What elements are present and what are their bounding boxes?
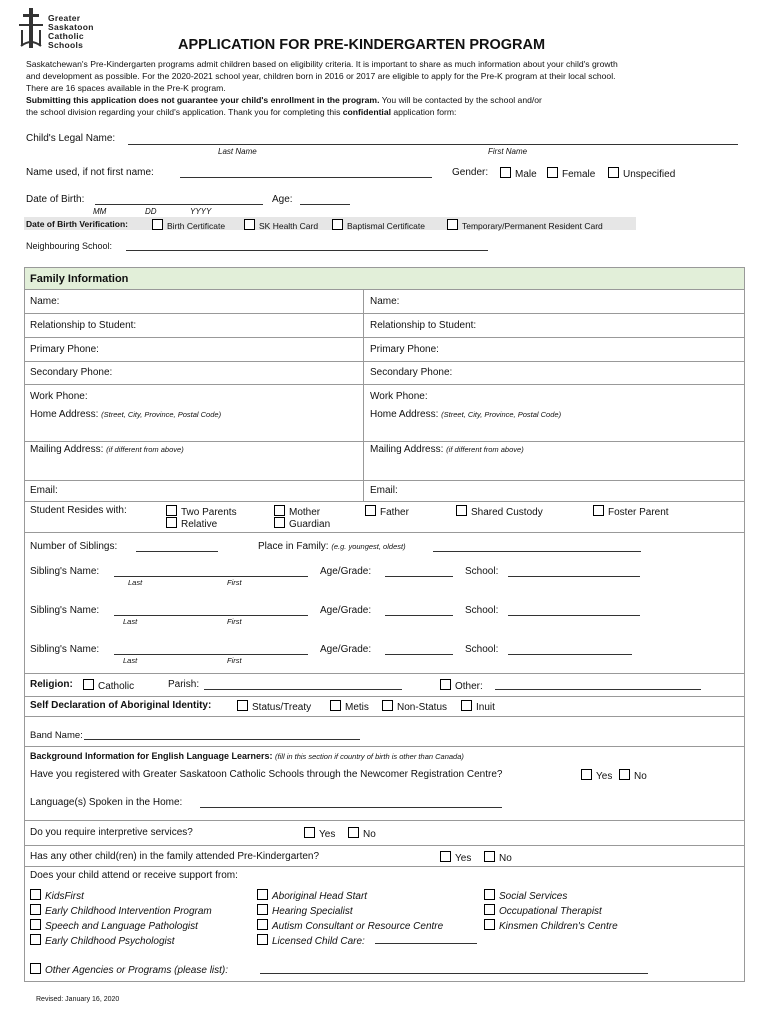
name-used-field[interactable] — [180, 177, 432, 178]
checkbox[interactable] — [447, 219, 458, 230]
checkbox[interactable] — [30, 934, 41, 945]
gender-female[interactable]: Female — [547, 167, 595, 180]
dd-caption: DD — [145, 207, 157, 216]
verify-sk-health-card[interactable]: SK Health Card — [244, 219, 318, 231]
intro-line: Saskatchewan's Pre-Kindergarten programs admit children based on eligibility criteria. It is important to share as much information about your child's growth — [26, 59, 618, 69]
support-social-services[interactable]: Social Services — [484, 889, 567, 902]
resides-father[interactable]: Father — [365, 505, 409, 518]
logo-line: Saskatoon — [48, 22, 94, 32]
yyyy-caption: YYYY — [190, 207, 212, 216]
prek-no[interactable]: No — [484, 851, 512, 864]
logo-line: Schools — [48, 40, 84, 50]
number-of-siblings-field[interactable] — [136, 551, 218, 552]
support-autism[interactable]: Autism Consultant or Resource Centre — [257, 919, 443, 932]
checkbox[interactable] — [547, 167, 558, 178]
logo-emblem-icon — [18, 8, 44, 50]
parent2-relationship[interactable]: Relationship to Student: — [370, 320, 477, 331]
sibling3-school-field[interactable] — [508, 654, 632, 655]
ell-heading: Background Information for English Language Learners: (fill in this section if country of birth is other than Canada) — [30, 751, 464, 761]
sibling1-school-label: School: — [465, 566, 499, 577]
languages-label: Language(s) Spoken in the Home: — [30, 797, 183, 808]
resides-mother[interactable]: Mother — [274, 505, 320, 518]
parent1-email[interactable]: Email: — [30, 485, 58, 496]
prek-question: Has any other child(ren) in the family attended Pre-Kindergarten? — [30, 851, 320, 862]
name-used-label: Name used, if not first name: — [26, 167, 154, 178]
verify-resident-card[interactable]: Temporary/Permanent Resident Card — [447, 219, 603, 231]
resides-guardian[interactable]: Guardian — [274, 517, 330, 530]
checkbox[interactable] — [484, 904, 495, 915]
column-divider — [363, 289, 364, 501]
support-child-care[interactable]: Licensed Child Care: — [257, 934, 365, 947]
checkbox[interactable] — [440, 679, 451, 690]
band-name-field[interactable] — [84, 739, 360, 740]
support-question: Does your child attend or receive support from: — [30, 870, 238, 881]
row-divider — [24, 845, 745, 846]
support-speech-pathologist[interactable]: Speech and Language Pathologist — [30, 919, 198, 932]
parent2-primary-phone[interactable]: Primary Phone: — [370, 344, 439, 355]
checkbox[interactable] — [608, 167, 619, 178]
intro-bold: Submitting this application does not guarantee your child's enrollment in the program. — [26, 95, 380, 105]
last-name-caption: Last Name — [218, 147, 257, 156]
support-other-agencies[interactable]: Other Agencies or Programs (please list): — [30, 963, 228, 976]
sibling3-school-label: School: — [465, 644, 499, 655]
mm-caption: MM — [93, 207, 107, 216]
checkbox[interactable] — [581, 769, 592, 780]
support-psychologist[interactable]: Early Childhood Psychologist — [30, 934, 175, 947]
prek-yes[interactable]: Yes — [440, 851, 471, 864]
parent2-home-address[interactable]: Home Address: (Street, City, Province, Postal Code) — [370, 409, 562, 420]
row-divider — [24, 673, 745, 674]
logo-text — [48, 14, 94, 50]
intro-text: the school division regarding your child's application. Thank you for completing this — [26, 107, 343, 117]
child-legal-name-field[interactable] — [128, 144, 738, 145]
gender-label: Gender: — [452, 167, 489, 178]
row-divider — [24, 361, 745, 362]
checkbox[interactable] — [244, 219, 255, 230]
checkbox[interactable] — [237, 700, 248, 711]
sibling3-age-field[interactable] — [385, 654, 453, 655]
religion-other[interactable]: Other: — [440, 679, 483, 692]
aboriginal-metis[interactable]: Metis — [330, 700, 369, 713]
newcomer-question: Have you registered with Greater Saskatoon Catholic Schools through the Newcomer Registration Centre? — [30, 769, 503, 780]
newcomer-no[interactable]: No — [619, 769, 647, 782]
row-divider — [24, 384, 745, 385]
checkbox[interactable] — [166, 517, 177, 528]
dob-verification-label: Date of Birth Verification: — [26, 219, 129, 229]
row-divider — [24, 820, 745, 821]
intro-text: You will be contacted by the school and/or — [379, 95, 542, 105]
sibling1-age-field[interactable] — [385, 576, 453, 577]
checkbox[interactable] — [274, 517, 285, 528]
parent1-home-address[interactable]: Home Address: (Street, City, Province, Postal Code) — [30, 409, 222, 420]
checkbox[interactable] — [461, 700, 472, 711]
checkbox[interactable] — [257, 889, 268, 900]
sibling3-first-caption: First — [227, 656, 242, 665]
sibling2-first-caption: First — [227, 617, 242, 626]
page-title: APPLICATION FOR PRE-KINDERGARTEN PROGRAM — [178, 37, 546, 53]
row-divider — [24, 313, 745, 314]
intro-text: application form: — [391, 107, 457, 117]
parent1-work-phone[interactable]: Work Phone: — [30, 391, 88, 402]
checkbox[interactable] — [484, 851, 495, 862]
checkbox[interactable] — [166, 505, 177, 516]
neighbouring-school-field[interactable] — [126, 250, 488, 251]
parent1-name[interactable]: Name: — [30, 296, 60, 307]
first-name-caption: First Name — [488, 147, 528, 156]
intro-line: and development as possible. For the 2020-2021 school year, children born in 2016 or 2017 are eligible to apply for the Pre-K program at their local school. — [26, 71, 616, 81]
parish-label: Parish: — [168, 679, 200, 690]
sibling1-first-caption: First — [227, 578, 242, 587]
support-head-start[interactable]: Aboriginal Head Start — [257, 889, 367, 902]
aboriginal-status-treaty[interactable]: Status/Treaty — [237, 700, 311, 713]
aboriginal-inuit[interactable]: Inuit — [461, 700, 495, 713]
checkbox[interactable] — [484, 889, 495, 900]
dob-field[interactable] — [95, 204, 263, 205]
sibling1-last-caption: Last — [128, 578, 143, 587]
parent1-primary-phone[interactable]: Primary Phone: — [30, 344, 99, 355]
logo-line: Greater — [48, 13, 81, 23]
resides-shared-custody[interactable]: Shared Custody — [456, 505, 543, 518]
support-early-intervention[interactable]: Early Childhood Intervention Program — [30, 904, 212, 917]
row-divider — [24, 866, 745, 867]
checkbox[interactable] — [332, 219, 343, 230]
row-divider — [24, 441, 745, 442]
resides-relative[interactable]: Relative — [166, 517, 217, 530]
gender-male[interactable]: Male — [500, 167, 537, 180]
checkbox[interactable] — [456, 505, 467, 516]
row-divider — [24, 501, 745, 502]
religion-other-field[interactable] — [495, 689, 701, 690]
sibling1-age-label: Age/Grade: — [320, 566, 372, 577]
sibling2-last-caption: Last — [123, 617, 138, 626]
row-divider — [24, 337, 745, 338]
aboriginal-label: Self Declaration of Aboriginal Identity: — [30, 700, 212, 711]
band-name-label: Band Name: — [30, 730, 83, 741]
sibling3-age-label: Age/Grade: — [320, 644, 372, 655]
religion-catholic[interactable]: Catholic — [83, 679, 134, 692]
parent2-name[interactable]: Name: — [370, 296, 400, 307]
sibling2-school-label: School: — [465, 605, 499, 616]
sibling2-age-field[interactable] — [385, 615, 453, 616]
sibling2-age-label: Age/Grade: — [320, 605, 372, 616]
intro-line: There are 16 spaces available in the Pre-K program. — [26, 83, 226, 93]
newcomer-yes[interactable]: Yes — [581, 769, 612, 782]
support-kidsfirst[interactable]: KidsFirst — [30, 889, 84, 902]
intro-bold: confidential — [342, 107, 391, 117]
dob-label: Date of Birth: — [26, 194, 85, 205]
checkbox[interactable] — [83, 679, 94, 690]
gender-unspecified[interactable]: Unspecified — [608, 167, 675, 180]
checkbox[interactable] — [274, 505, 285, 516]
religion-label: Religion: — [30, 679, 73, 690]
checkbox[interactable] — [382, 700, 393, 711]
languages-field[interactable] — [200, 807, 502, 808]
checkbox[interactable] — [152, 219, 163, 230]
age-label: Age: — [272, 194, 293, 205]
sibling1-name-field[interactable] — [114, 576, 308, 577]
support-kinsmen[interactable]: Kinsmen Children's Centre — [484, 919, 618, 932]
interpretive-no[interactable]: No — [348, 827, 376, 840]
verify-baptismal-certificate[interactable]: Baptismal Certificate — [332, 219, 425, 231]
parent2-work-phone[interactable]: Work Phone: — [370, 391, 428, 402]
checkbox[interactable] — [348, 827, 359, 838]
resides-label: Student Resides with: — [30, 505, 127, 516]
checkbox[interactable] — [365, 505, 376, 516]
place-in-family-label: Place in Family: (e.g. youngest, oldest) — [258, 541, 406, 552]
family-heading-bar — [25, 268, 744, 290]
checkbox[interactable] — [30, 889, 41, 900]
checkbox[interactable] — [257, 904, 268, 915]
logo — [18, 8, 108, 52]
intro-line — [26, 106, 618, 118]
checkbox[interactable] — [619, 769, 630, 780]
aboriginal-non-status[interactable]: Non-Status — [382, 700, 447, 713]
parent2-email[interactable]: Email: — [370, 485, 398, 496]
checkbox[interactable] — [440, 851, 451, 862]
checkbox[interactable] — [593, 505, 604, 516]
sibling3-name-field[interactable] — [114, 654, 308, 655]
row-divider — [24, 716, 745, 717]
checkbox[interactable] — [330, 700, 341, 711]
parent1-secondary-phone[interactable]: Secondary Phone: — [30, 367, 113, 378]
neighbouring-school-label: Neighbouring School: — [26, 241, 113, 251]
checkbox[interactable] — [30, 963, 41, 974]
row-divider — [24, 696, 745, 697]
age-field[interactable] — [300, 204, 350, 205]
parent2-secondary-phone[interactable]: Secondary Phone: — [370, 367, 453, 378]
sibling2-school-field[interactable] — [508, 615, 640, 616]
support-occupational-therapist[interactable]: Occupational Therapist — [484, 904, 602, 917]
sibling3-last-caption: Last — [123, 656, 138, 665]
logo-line: Catholic — [48, 31, 84, 41]
row-divider — [24, 746, 745, 747]
checkbox[interactable] — [257, 919, 268, 930]
row-divider — [24, 532, 745, 533]
family-heading: Family Information — [30, 273, 129, 285]
number-of-siblings-label: Number of Siblings: — [30, 541, 118, 552]
parish-field[interactable] — [204, 689, 402, 690]
parent1-mailing-address[interactable]: Mailing Address: (if different from above) — [30, 444, 184, 455]
checkbox[interactable] — [30, 904, 41, 915]
place-in-family-field[interactable] — [433, 551, 641, 552]
interpretive-question: Do you require interpretive services? — [30, 827, 193, 838]
sibling2-name-field[interactable] — [114, 615, 308, 616]
sibling1-name-label: Sibling's Name: — [30, 566, 100, 577]
intro-line — [26, 94, 618, 106]
revised-date: Revised: January 16, 2020 — [36, 996, 120, 1003]
checkbox[interactable] — [257, 934, 268, 945]
checkbox[interactable] — [484, 919, 495, 930]
sibling2-name-label: Sibling's Name: — [30, 605, 100, 616]
sibling1-school-field[interactable] — [508, 576, 640, 577]
child-care-field[interactable] — [375, 943, 477, 944]
parent1-relationship[interactable]: Relationship to Student: — [30, 320, 137, 331]
checkbox[interactable] — [304, 827, 315, 838]
checkbox[interactable] — [30, 919, 41, 930]
checkbox[interactable] — [500, 167, 511, 178]
resides-two-parents[interactable]: Two Parents — [166, 505, 237, 518]
other-agencies-field[interactable] — [260, 973, 648, 974]
row-divider — [24, 480, 745, 481]
sibling3-name-label: Sibling's Name: — [30, 644, 100, 655]
verify-birth-certificate[interactable]: Birth Certificate — [152, 219, 225, 231]
support-hearing[interactable]: Hearing Specialist — [257, 904, 353, 917]
child-legal-name-label: Child's Legal Name: — [26, 133, 116, 144]
resides-foster-parent[interactable]: Foster Parent — [593, 505, 669, 518]
interpretive-yes[interactable]: Yes — [304, 827, 335, 840]
parent2-mailing-address[interactable]: Mailing Address: (if different from above) — [370, 444, 524, 455]
intro-paragraph — [26, 58, 618, 118]
